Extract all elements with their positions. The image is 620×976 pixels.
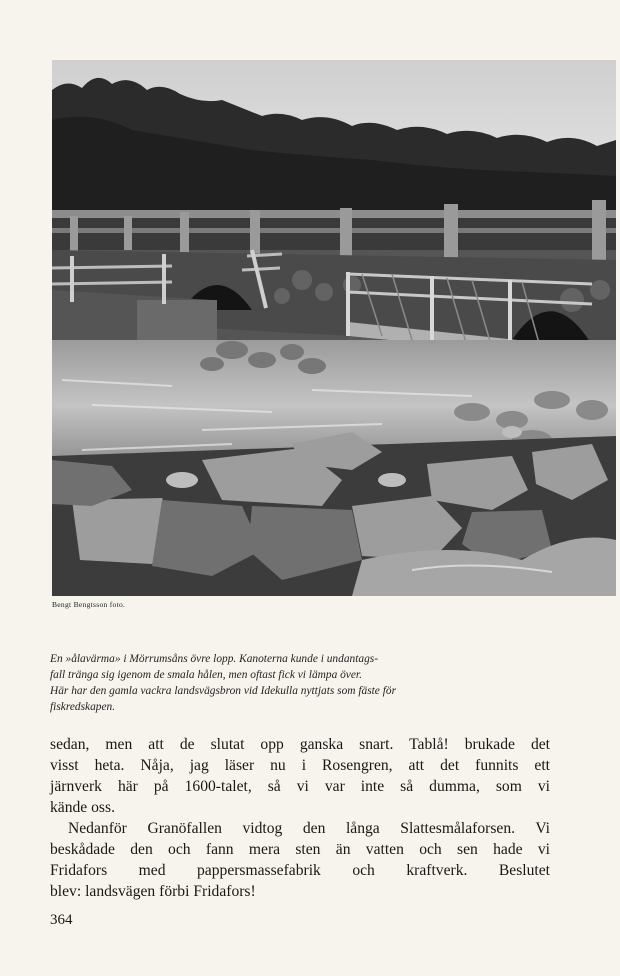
river-bridge-photo xyxy=(52,60,616,596)
caption-line: fall tränga sig igenom de smala hålen, men oftast fick vi lämpa över. xyxy=(50,669,362,681)
body-text xyxy=(50,734,550,902)
caption-line: Här har den gamla vackra landsvägsbron vid Idekulla nyttjats som fäste för xyxy=(50,685,397,697)
body-line: blev: landsvägen förbi Fridafors! xyxy=(50,883,256,900)
caption-line: fiskredskapen. xyxy=(50,701,116,713)
page-number: 364 xyxy=(50,912,73,928)
caption-line: En »ålavärma» i Mörrumsåns övre lopp. Kanoterna kunde i undantags- xyxy=(50,653,378,665)
body-line: sedan, men att de slutat opp ganska snart. Tablå! brukade det xyxy=(50,736,550,753)
body-line: kände oss. xyxy=(50,799,115,816)
body-line: Fridafors med pappersmassefabrik och kraftverk. Beslutet xyxy=(50,862,550,879)
photo-caption xyxy=(50,651,498,715)
body-line: järnverk här på 1600-talet, så vi var inte så dumma, som vi xyxy=(50,778,550,795)
photo-credit: Bengt Bengtsson foto. xyxy=(52,600,126,609)
body-line: visst heta. Nåja, jag läser nu i Rosengren, att det funnits ett xyxy=(50,757,550,774)
body-line: Nedanför Granöfallen vidtog den långa Slattesmålaforsen. Vi xyxy=(68,820,550,837)
body-line: beskådade den och fann mera sten än vatten och sen hade vi xyxy=(50,841,550,858)
